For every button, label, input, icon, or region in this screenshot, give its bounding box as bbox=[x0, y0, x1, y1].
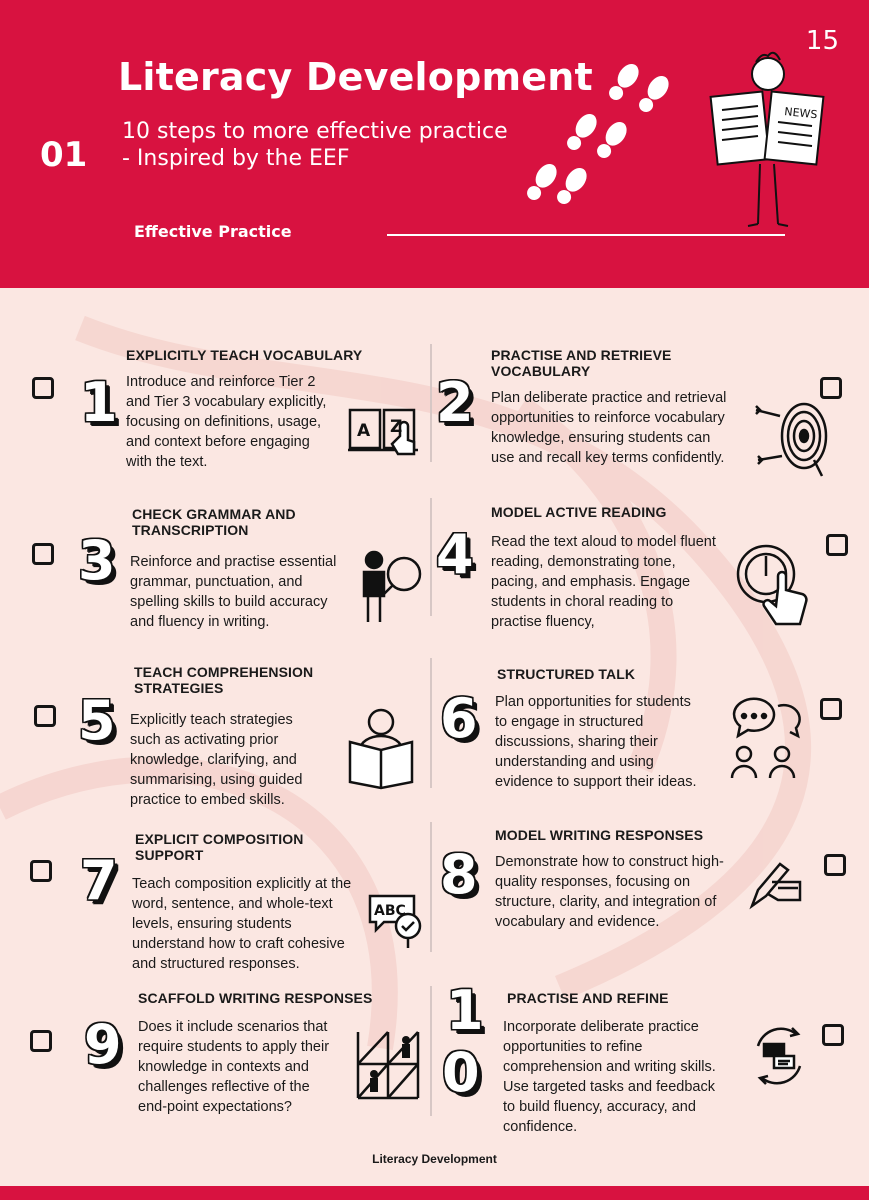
column-divider bbox=[430, 658, 432, 788]
subtitle bbox=[122, 118, 542, 172]
body-line: reading, demonstrating tone, bbox=[491, 554, 676, 570]
newspaper-reader-icon bbox=[708, 50, 828, 230]
body-line: students in choral reading to bbox=[491, 594, 674, 610]
body-line: Does it include scenarios that bbox=[138, 1019, 328, 1035]
step-10-body bbox=[503, 1017, 753, 1137]
column-divider bbox=[430, 344, 432, 462]
step-5-body bbox=[130, 710, 350, 810]
page-number: 15 bbox=[805, 26, 839, 56]
body-line: and fluency in writing. bbox=[130, 614, 270, 630]
body-line: require students to apply their bbox=[138, 1039, 330, 1055]
step-4-checkbox[interactable] bbox=[826, 534, 848, 556]
target-arrows-icon bbox=[752, 400, 832, 478]
step-3-title: CHECK GRAMMAR AND TRANSCRIPTION bbox=[132, 506, 296, 538]
body-line: vocabulary and evidence. bbox=[495, 914, 660, 930]
step-9-checkbox[interactable] bbox=[30, 1030, 52, 1052]
hand-writing-icon bbox=[748, 860, 806, 910]
footer-bar bbox=[0, 1186, 869, 1200]
step-9-title: SCAFFOLD WRITING RESPONSES bbox=[138, 990, 373, 1006]
step-7-checkbox[interactable] bbox=[30, 860, 52, 882]
body-line: confidence. bbox=[503, 1119, 578, 1135]
step-10-title: PRACTISE AND REFINE bbox=[507, 990, 669, 1006]
step-9-body bbox=[138, 1017, 358, 1117]
body-line: summarising, using guided bbox=[130, 772, 303, 788]
body-line: levels, ensuring students bbox=[132, 916, 292, 932]
header-banner bbox=[0, 0, 869, 288]
body-line: and context before engaging bbox=[126, 434, 310, 450]
body-line: to build fluency, accuracy, and bbox=[503, 1099, 696, 1115]
body-line: practise fluency, bbox=[491, 614, 595, 630]
body-line: Incorporate deliberate practice bbox=[503, 1019, 699, 1035]
step-4-number: 4 bbox=[436, 523, 474, 586]
body-line: structure, clarity, and integration of bbox=[495, 894, 717, 910]
step-2-body bbox=[491, 388, 761, 468]
step-3-body bbox=[130, 552, 360, 632]
body-line: with the text. bbox=[126, 454, 208, 470]
body-line: focusing on definitions, usage, bbox=[126, 414, 322, 430]
body-line: comprehension and writing skills. bbox=[503, 1059, 716, 1075]
footsteps-icon bbox=[525, 60, 690, 220]
body-line: opportunities to refine bbox=[503, 1039, 643, 1055]
body-line: knowledge, clarifying, and bbox=[130, 752, 297, 768]
step-5-number: 5 bbox=[78, 689, 116, 752]
step-6-checkbox[interactable] bbox=[820, 698, 842, 720]
body-line: understanding and using bbox=[495, 754, 654, 770]
step-8-checkbox[interactable] bbox=[824, 854, 846, 876]
body-line: opportunities to reinforce vocabulary bbox=[491, 410, 725, 426]
svg-text:Z: Z bbox=[390, 417, 403, 437]
step-5-title: TEACH COMPREHENSION STRATEGIES bbox=[134, 664, 314, 696]
body-line: Explicitly teach strategies bbox=[130, 712, 293, 728]
column-divider bbox=[430, 822, 432, 952]
step-6-title: STRUCTURED TALK bbox=[497, 666, 636, 682]
scaffold-icon bbox=[354, 1030, 422, 1100]
step-7-title: EXPLICIT COMPOSITION SUPPORT bbox=[135, 831, 304, 863]
svg-text:A: A bbox=[357, 421, 371, 441]
body-line: Use targeted tasks and feedback bbox=[503, 1079, 715, 1095]
step-10-number-top: 1 bbox=[446, 979, 484, 1042]
body-line: Introduce and reinforce Tier 2 bbox=[126, 374, 316, 390]
body-line: challenges reflective of the bbox=[138, 1079, 310, 1095]
body-line: knowledge in contexts and bbox=[138, 1059, 309, 1075]
discussion-icon bbox=[730, 694, 802, 780]
body-line: pacing, and emphasis. Engage bbox=[491, 574, 691, 590]
body-line: and structured responses. bbox=[132, 956, 300, 972]
az-book-icon bbox=[346, 402, 422, 464]
body-line: such as activating prior bbox=[130, 732, 279, 748]
step-2-number: 2 bbox=[436, 371, 474, 434]
section-number: 01 bbox=[40, 135, 88, 175]
body-line: end-point expectations? bbox=[138, 1099, 292, 1115]
step-1-body bbox=[126, 372, 366, 472]
step-8-number: 8 bbox=[440, 843, 478, 906]
step-1-checkbox[interactable] bbox=[32, 377, 54, 399]
step-3-number: 3 bbox=[78, 529, 116, 592]
power-touch-icon bbox=[734, 542, 824, 630]
step-10-checkbox[interactable] bbox=[822, 1024, 844, 1046]
body-line: Plan deliberate practice and retrieval bbox=[491, 390, 727, 406]
body-line: grammar, punctuation, and bbox=[130, 574, 303, 590]
body-line: knowledge, ensuring students can bbox=[491, 430, 711, 446]
abc-check-icon bbox=[368, 892, 428, 952]
step-1-title: EXPLICITLY TEACH VOCABULARY bbox=[126, 347, 363, 363]
svg-text:NEWS: NEWS bbox=[783, 105, 818, 122]
body-line: to engage in structured bbox=[495, 714, 644, 730]
step-7-number: 7 bbox=[80, 849, 118, 912]
body-line: understand how to craft cohesive bbox=[132, 936, 345, 952]
refine-cycle-icon bbox=[748, 1024, 810, 1088]
step-8-title: MODEL WRITING RESPONSES bbox=[495, 827, 704, 843]
body-line: discussions, sharing their bbox=[495, 734, 658, 750]
body-line: evidence to support their ideas. bbox=[495, 774, 697, 790]
magnifying-person-icon bbox=[356, 548, 428, 626]
section-tag: Effective Practice bbox=[134, 222, 292, 241]
body-line: use and recall key terms confidently. bbox=[491, 450, 725, 466]
body-line: Reinforce and practise essential bbox=[130, 554, 337, 570]
step-6-number: 6 bbox=[440, 687, 478, 750]
step-6-body bbox=[495, 692, 735, 792]
step-10-number-bottom: 0 bbox=[442, 1041, 480, 1104]
tag-divider bbox=[387, 234, 785, 236]
page-title: Literacy Development bbox=[118, 55, 593, 99]
step-4-title: MODEL ACTIVE READING bbox=[491, 504, 667, 520]
subtitle-line-2: - Inspired by the EEF bbox=[122, 146, 350, 171]
column-divider bbox=[430, 986, 432, 1116]
step-3-checkbox[interactable] bbox=[32, 543, 54, 565]
step-4-body bbox=[491, 532, 751, 632]
body-line: Teach composition explicitly at the bbox=[132, 876, 352, 892]
body-line: practice to embed skills. bbox=[130, 792, 285, 808]
reader-book-icon bbox=[346, 706, 416, 790]
body-line: spelling skills to build accuracy bbox=[130, 594, 328, 610]
step-5-checkbox[interactable] bbox=[34, 705, 56, 727]
column-divider bbox=[430, 498, 432, 616]
body-line: Demonstrate how to construct high- bbox=[495, 854, 724, 870]
body-line: word, sentence, and whole-text bbox=[132, 896, 333, 912]
svg-text:ABC: ABC bbox=[374, 903, 406, 919]
step-9-number: 9 bbox=[84, 1013, 122, 1076]
body-line: and Tier 3 vocabulary explicitly, bbox=[126, 394, 327, 410]
subtitle-line-1: 10 steps to more effective practice bbox=[122, 119, 508, 144]
step-2-title: PRACTISE AND RETRIEVE VOCABULARY bbox=[491, 347, 672, 379]
body-line: Plan opportunities for students bbox=[495, 694, 691, 710]
step-7-body bbox=[132, 874, 382, 974]
body-line: Read the text aloud to model fluent bbox=[491, 534, 716, 550]
step-8-body bbox=[495, 852, 755, 932]
footer-label: Literacy Development bbox=[372, 1152, 497, 1166]
step-1-number: 1 bbox=[80, 371, 118, 434]
body-line: quality responses, focusing on bbox=[495, 874, 691, 890]
step-2-checkbox[interactable] bbox=[820, 377, 842, 399]
